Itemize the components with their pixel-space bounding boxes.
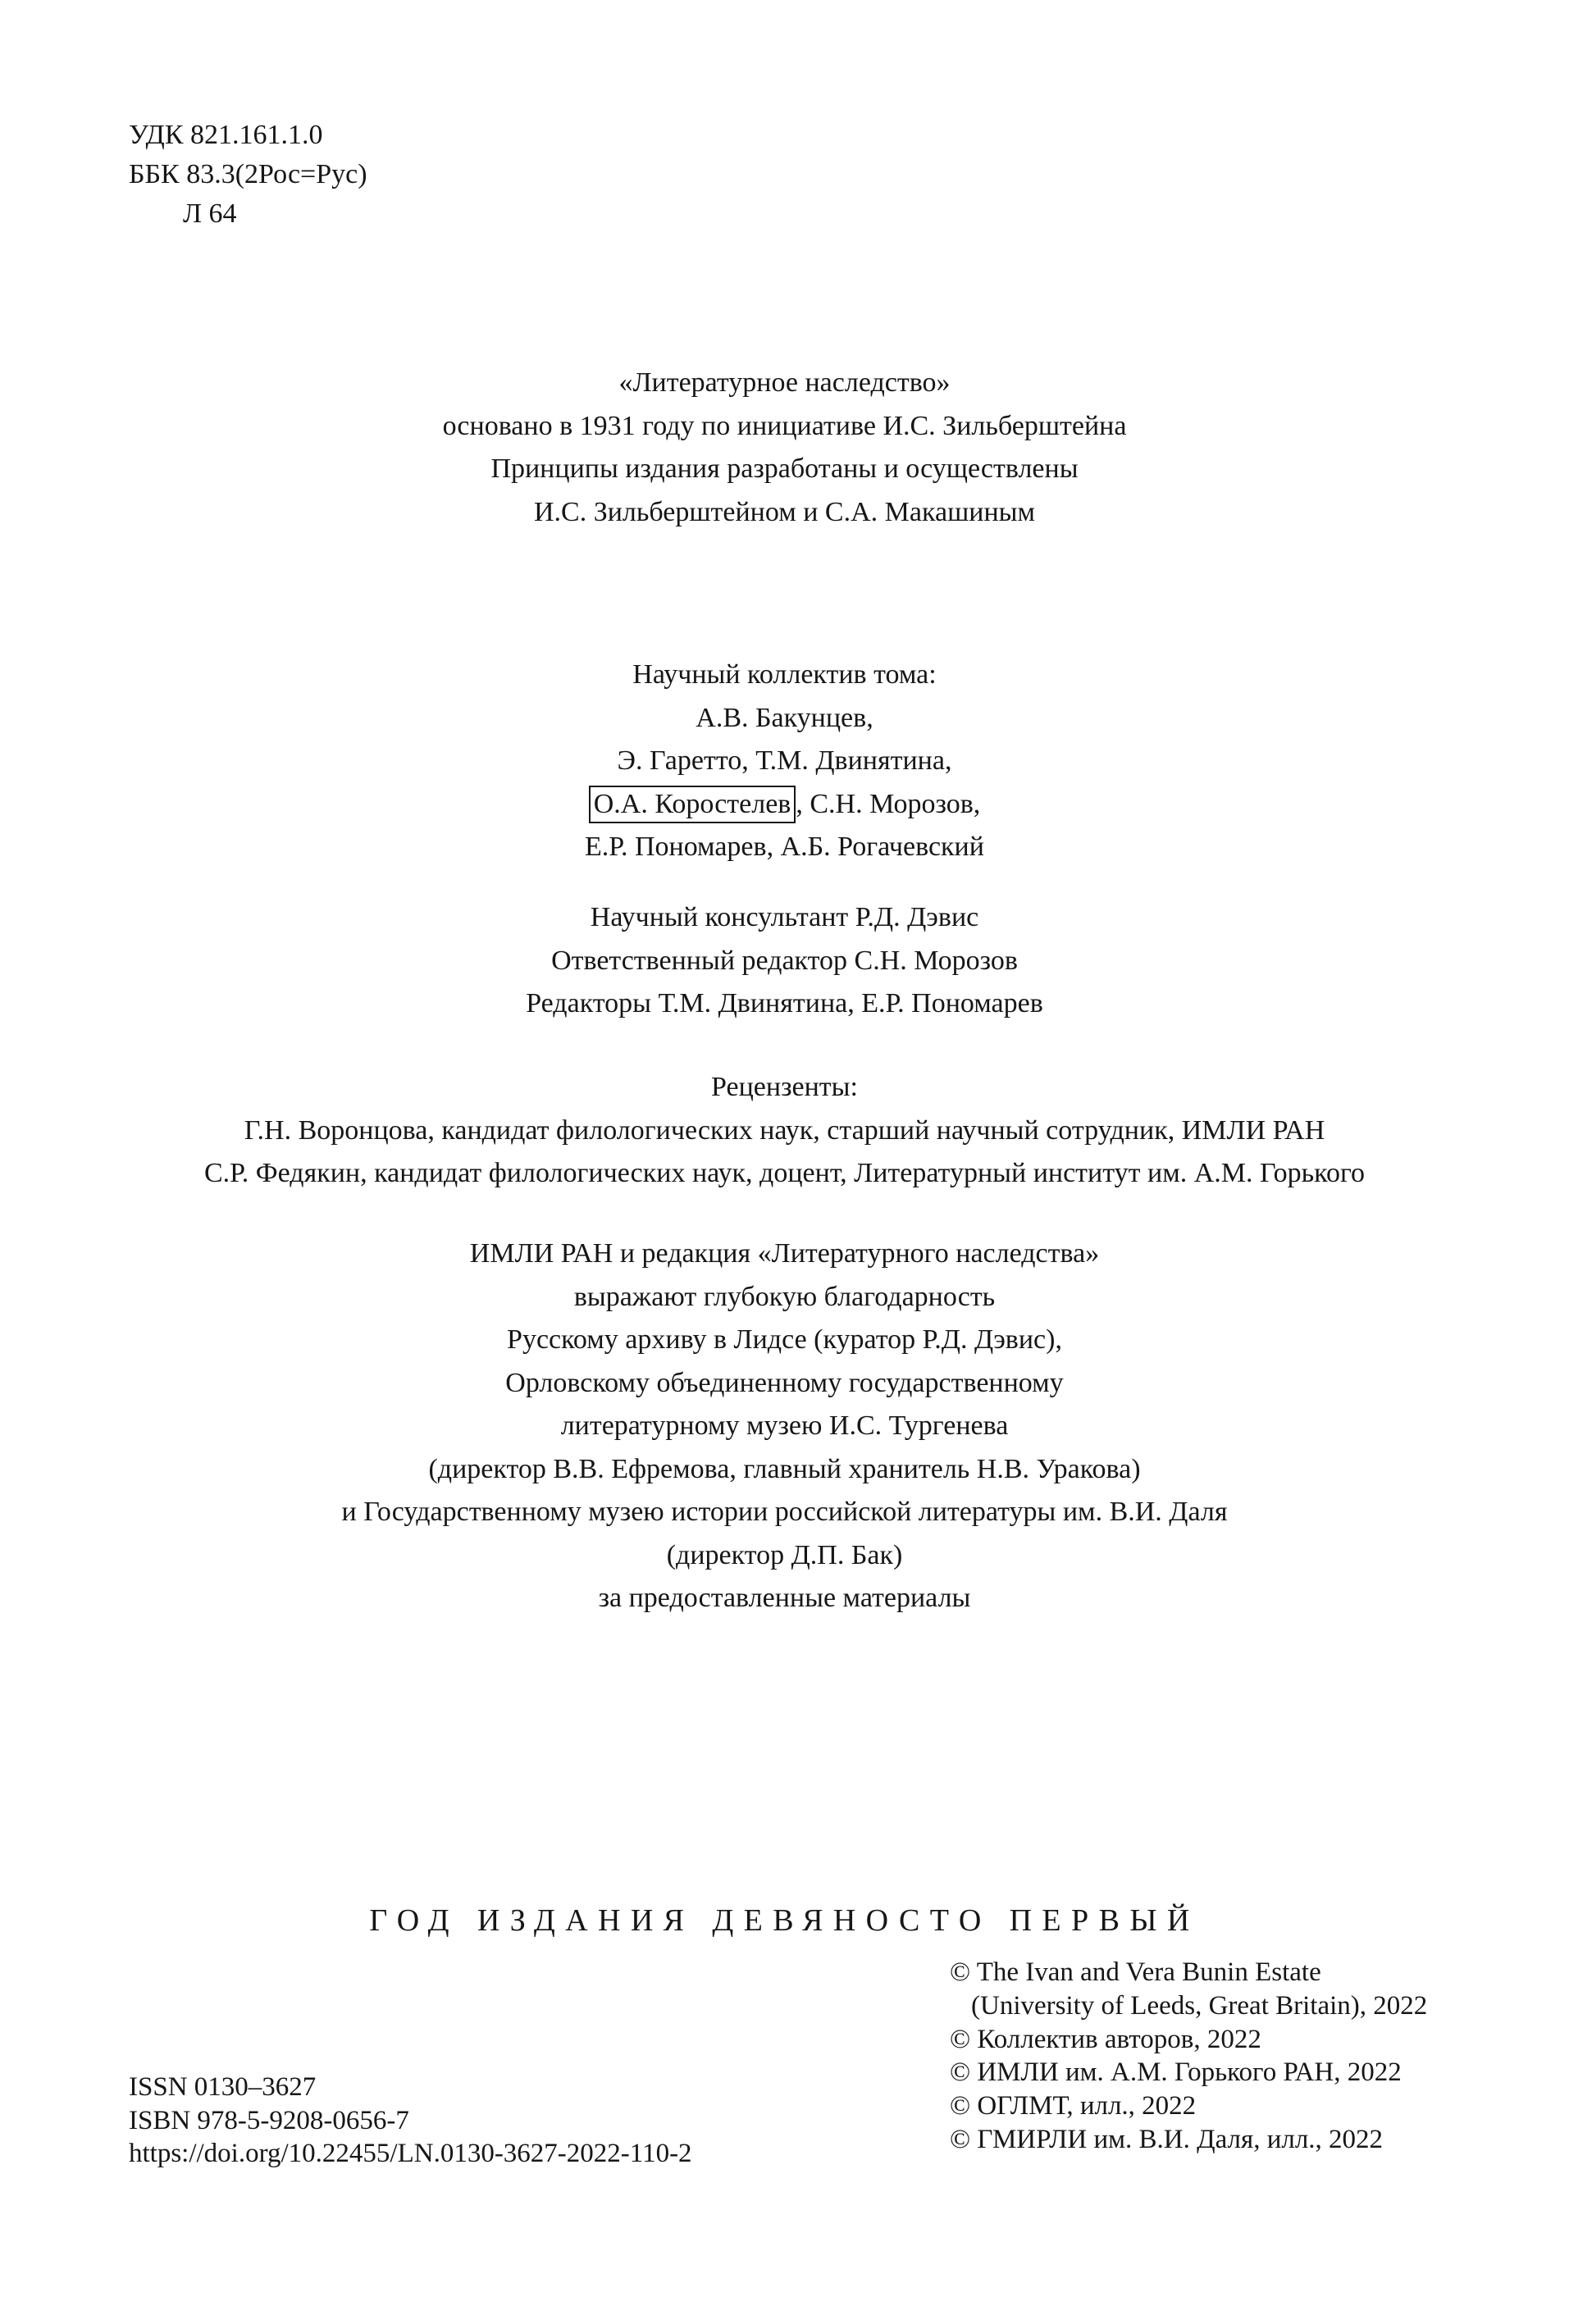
- editor-line: Редакторы Т.М. Двинятина, Е.Р. Пономарев: [526, 988, 1043, 1018]
- thanks-line: (директор В.В. Ефремова, главный хранитель Н.В. Уракова): [428, 1453, 1141, 1484]
- founded-line: «Литературное наследство»: [618, 367, 951, 398]
- collective-line: Е.Р. Пономарев, А.Б. Рогачевский: [585, 832, 984, 862]
- founded-line: Принципы издания разработаны и осуществлены: [490, 453, 1079, 484]
- thanks-line: за предоставленные материалы: [598, 1583, 971, 1613]
- thanks-line: Русскому архиву в Лидсе (куратор Р.Д. Дэвис),: [507, 1324, 1062, 1355]
- issn: ISSN 0130–3627: [129, 2072, 317, 2102]
- thanks-line: Орловскому объединенному государственному: [505, 1367, 1064, 1398]
- collective-line-rest: , С.Н. Морозов,: [796, 788, 981, 819]
- copyright-line: (University of Leeds, Great Britain), 2022: [971, 1990, 1428, 2021]
- copyright-line: © ГМИРЛИ им. В.И. Даля, илл., 2022: [950, 2124, 1384, 2154]
- thanks-line: и Государственному музею истории российской литературы им. В.И. Даля: [341, 1497, 1228, 1527]
- udk-code: УДК 821.161.1.0: [129, 120, 323, 150]
- founded-line: И.С. Зильберштейном и С.А. Макашиным: [533, 496, 1036, 527]
- copyright-line: © ОГЛМТ, илл., 2022: [950, 2091, 1197, 2121]
- thanks-line: литературному музею И.С. Тургенева: [560, 1410, 1009, 1441]
- founded-line: основано в 1931 году по инициативе И.С. Зильберштейна: [442, 410, 1127, 441]
- boxed-name: О.А. Коростелев: [589, 786, 796, 823]
- editor-line: Ответственный редактор С.Н. Морозов: [551, 945, 1018, 976]
- reviewers-heading: Рецензенты:: [711, 1072, 858, 1102]
- editors-block: [0, 896, 1569, 1026]
- year-title: ГОД ИЗДАНИЯ ДЕВЯНОСТО ПЕРВЫЙ: [369, 1903, 1200, 1938]
- collective-line: А.В. Бакунцев,: [696, 702, 873, 733]
- identifiers-block: [129, 2071, 692, 2171]
- copyright-line: © Коллектив авторов, 2022: [950, 2024, 1261, 2054]
- author-mark: Л 64: [183, 198, 237, 229]
- reviewers-block: [0, 1066, 1569, 1196]
- collective-line: [0, 783, 1569, 827]
- copyright-line: © The Ivan and Vera Bunin Estate: [950, 1957, 1321, 1987]
- editor-line: Научный консультант Р.Д. Дэвис: [590, 902, 979, 932]
- acknowledgements: [0, 1233, 1569, 1620]
- classification-block: [129, 116, 367, 234]
- reviewer-line: С.Р. Федякин, кандидат филологических наук, доцент, Литературный институт им. А.М. Горького: [203, 1158, 1366, 1188]
- bbk-code: ББК 83.3(2Рос=Рус): [129, 159, 367, 189]
- reviewer-line: Г.Н. Воронцова, кандидат филологических наук, старший научный сотрудник, ИМЛИ РАН: [244, 1114, 1325, 1146]
- isbn: ISBN 978-5-9208-0656-7: [129, 2105, 409, 2135]
- collective-heading: Научный коллектив тома:: [632, 659, 937, 690]
- thanks-line: ИМЛИ РАН и редакция «Литературного наследства»: [469, 1238, 1100, 1269]
- founded-note: [0, 362, 1569, 534]
- scientific-collective: [0, 654, 1569, 869]
- copyrights-block: [950, 1956, 1427, 2157]
- copyright-line: © ИМЛИ им. А.М. Горького РАН, 2022: [950, 2057, 1402, 2088]
- thanks-line: выражают глубокую благодарность: [573, 1281, 996, 1312]
- doi-link: https://doi.org/10.22455/LN.0130-3627-2022-110-2: [129, 2139, 692, 2168]
- thanks-line: (директор Д.П. Бак): [666, 1539, 903, 1570]
- collective-line: Э. Гаретто, Т.М. Двинятина,: [617, 745, 952, 776]
